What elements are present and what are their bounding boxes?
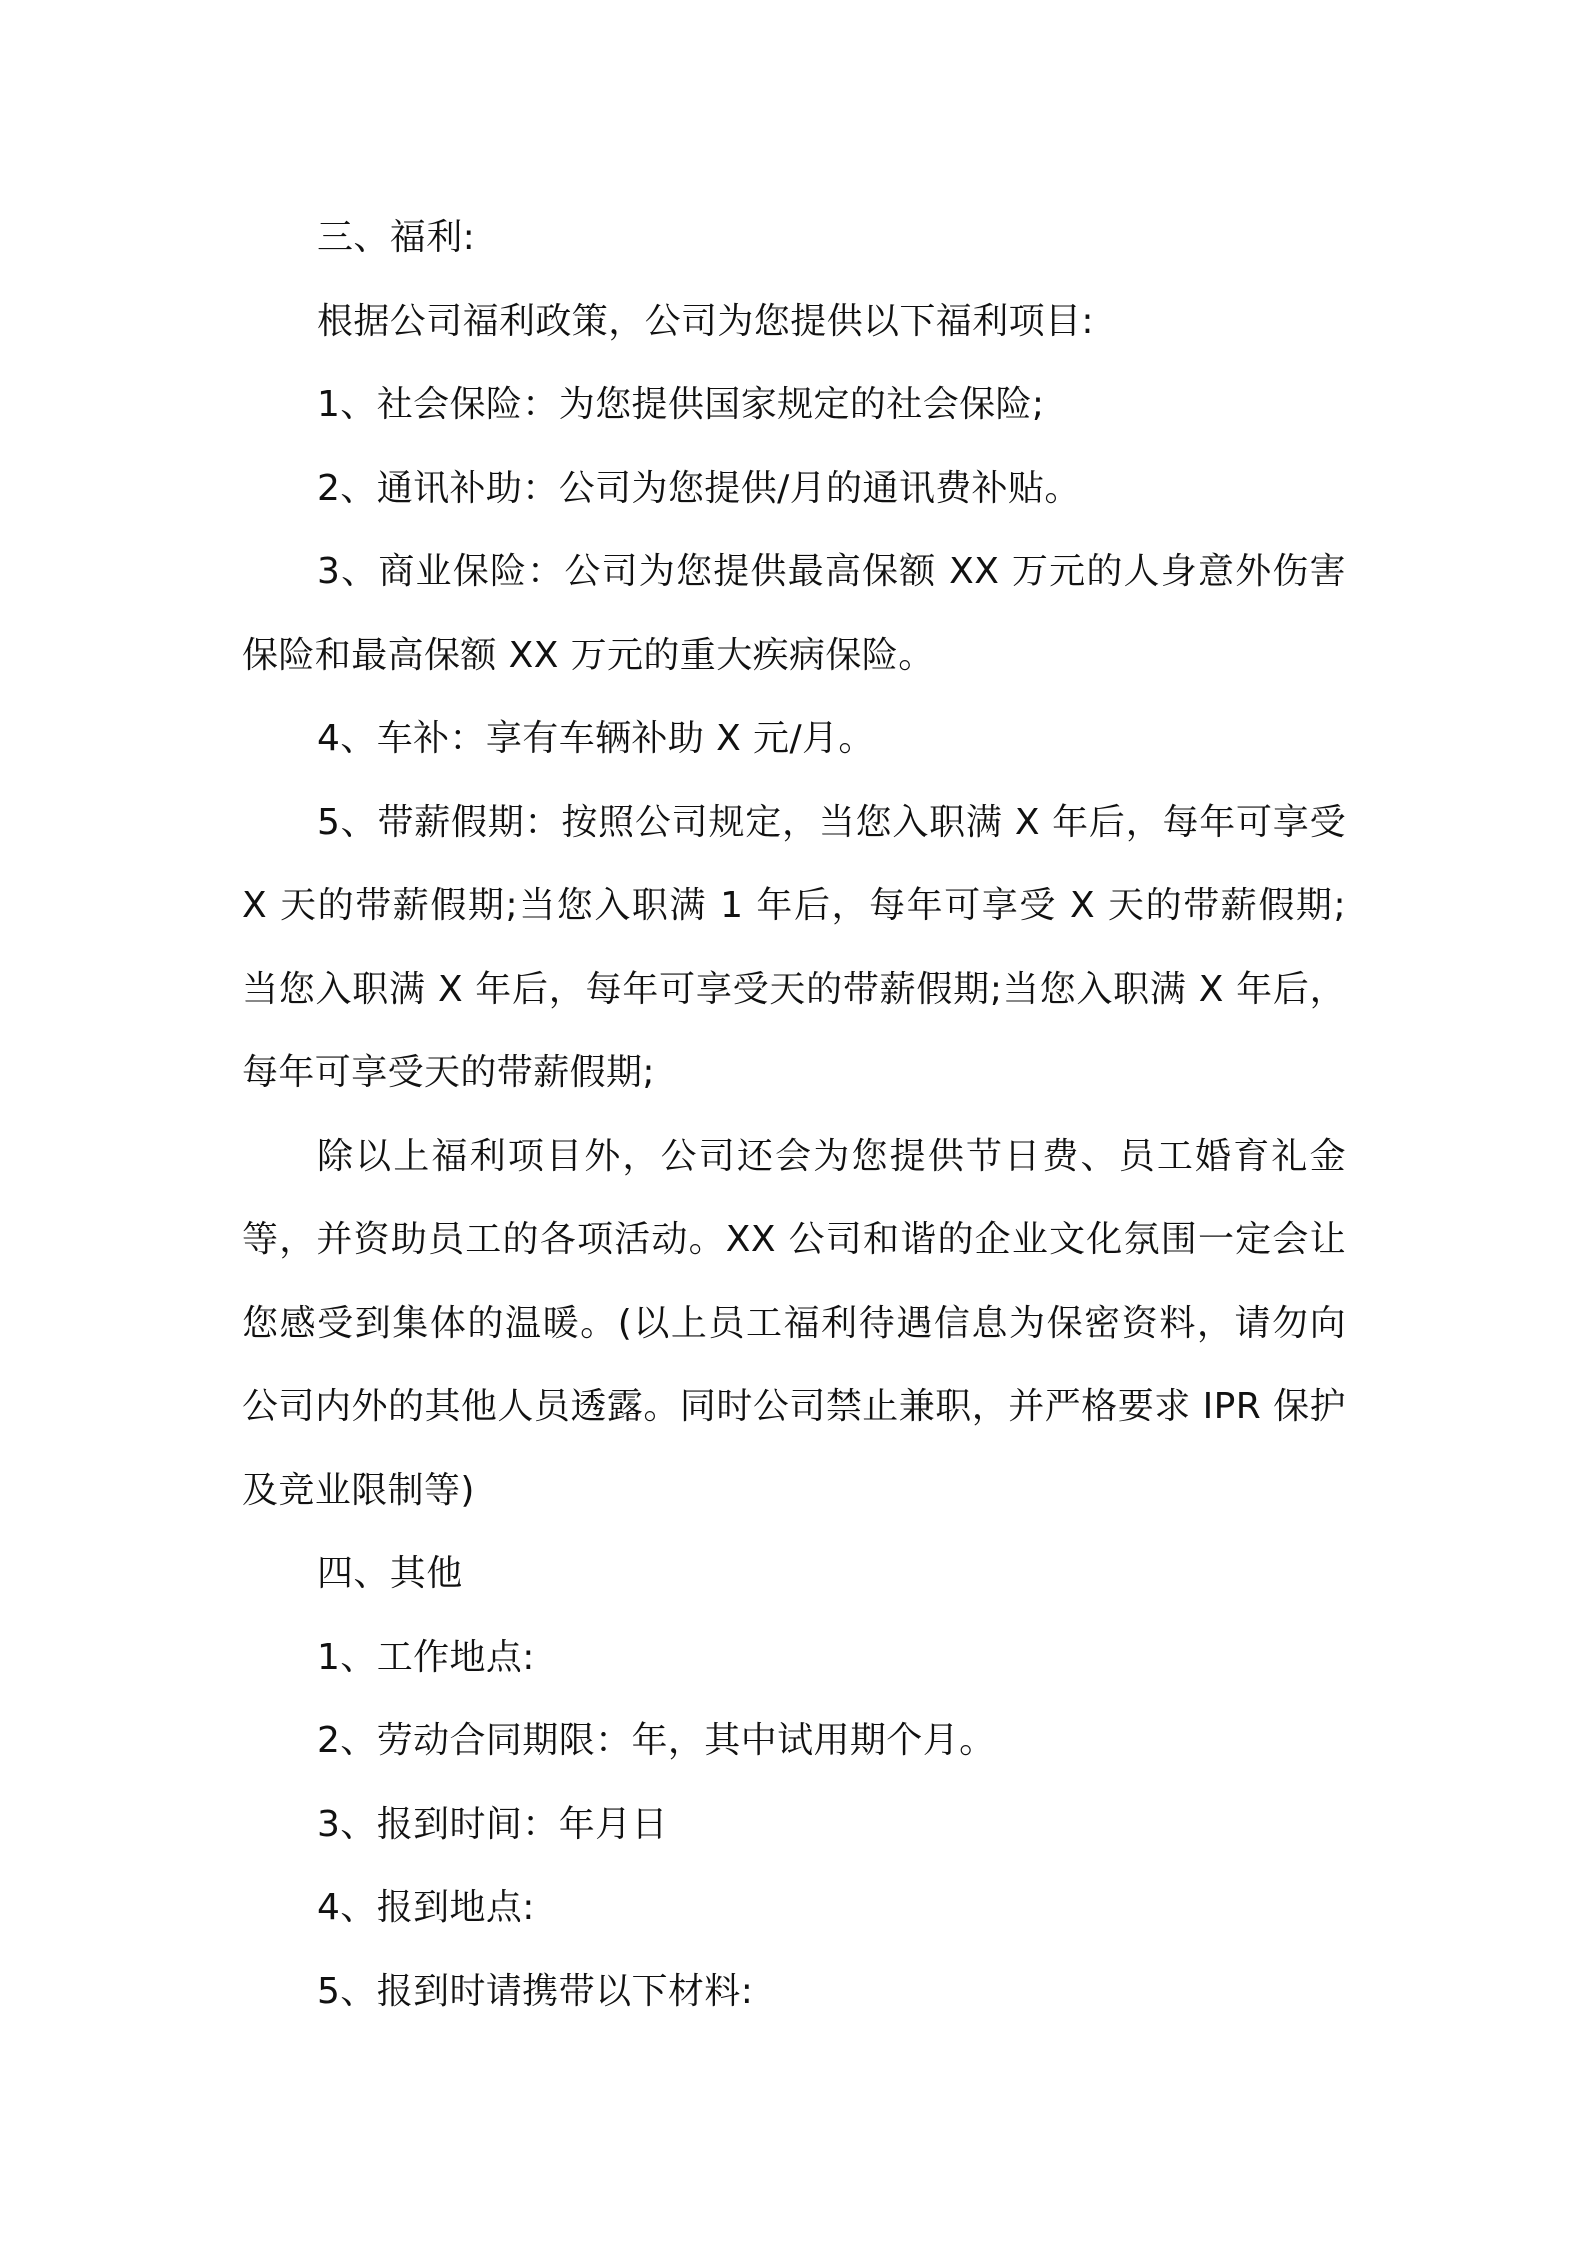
benefit-item-paid-leave: 5、带薪假期：按照公司规定，当您入职满 X 年后，每年可享受 X 天的带薪假期;当您入职满 1 年后，每年可享受 X 天的带薪假期;当您入职满 X 年后，每年可享受天的带薪假期;当您入职满 X 年后，每年可享受天的带薪假期; <box>242 801 1346 1093</box>
document-page <box>242 196 1346 2033</box>
section3-intro: 根据公司福利政策，公司为您提供以下福利项目: <box>317 300 1094 342</box>
other-item-report-location: 4、报到地点: <box>317 1887 535 1928</box>
benefit-item-communication-allowance: 2、通讯补助：公司为您提供/月的通讯费补贴。 <box>317 467 1081 509</box>
benefit-item-car-allowance: 4、车补：享有车辆补助 X 元/月。 <box>317 718 875 759</box>
benefit-item-commercial-insurance: 3、商业保险：公司为您提供最高保额 XX 万元的人身意外伤害保险和最高保额 XX 万元的重大疾病保险。 <box>242 551 1346 676</box>
benefit-item-social-insurance: 1、社会保险：为您提供国家规定的社会保险; <box>317 384 1045 425</box>
section4-heading: 四、其他 <box>317 1553 463 1594</box>
other-item-report-materials: 5、报到时请携带以下材料: <box>317 1970 754 2012</box>
other-item-work-location: 1、工作地点: <box>317 1636 535 1678</box>
section3-closing: 除以上福利项目外，公司还会为您提供节日费、员工婚育礼金等，并资助员工的各项活动。XX 公司和谐的企业文化氛围一定会让您感受到集体的温暖。(以上员工福利待遇信息为保密资料，请勿向公司内外的其他人员透露。同时公司禁止兼职，并严格要求 IPR 保护及竞业限制等) <box>242 1135 1346 1511</box>
other-item-contract-term: 2、劳动合同期限：年，其中试用期个月。 <box>317 1720 996 1761</box>
other-item-report-time: 3、报到时间：年月日 <box>317 1803 668 1845</box>
section3-heading: 三、福利: <box>317 217 476 258</box>
